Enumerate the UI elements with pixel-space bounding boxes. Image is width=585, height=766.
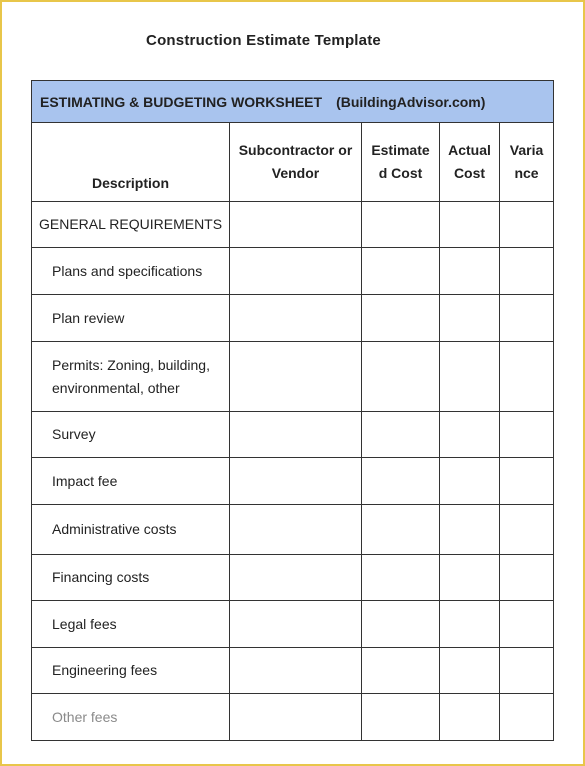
variance-cell[interactable] — [500, 505, 554, 555]
table-row — [32, 202, 554, 248]
column-header-vendor-line2: Vendor — [271, 165, 320, 181]
vendor-cell[interactable] — [230, 458, 362, 505]
vendor-cell[interactable] — [230, 555, 362, 601]
row-label: Plan review — [32, 295, 230, 342]
row-label: Survey — [32, 412, 230, 458]
vendor-cell[interactable] — [230, 295, 362, 342]
column-header-actual-cost — [440, 123, 500, 202]
column-header-variance-line2: nce — [514, 165, 539, 181]
table-row — [32, 694, 554, 741]
estimate-worksheet-table — [31, 80, 554, 741]
estimated-cost-cell[interactable] — [362, 412, 440, 458]
estimated-cost-cell[interactable] — [362, 648, 440, 694]
row-label: Other fees — [32, 694, 230, 741]
estimated-cost-cell[interactable] — [362, 202, 440, 248]
row-label: Plans and specifications — [32, 248, 230, 295]
estimated-cost-cell[interactable] — [362, 342, 440, 412]
actual-cost-cell[interactable] — [440, 342, 500, 412]
estimated-cost-cell[interactable] — [362, 295, 440, 342]
estimated-cost-cell[interactable] — [362, 248, 440, 295]
column-header-actual-line1: Actual — [448, 142, 491, 158]
table-row — [32, 248, 554, 295]
table-row — [32, 342, 554, 412]
banner-source: (BuildingAdvisor.com) — [336, 93, 486, 110]
column-header-estimated-line1: Estimate — [371, 142, 430, 158]
row-label-line2: environmental, other — [52, 379, 180, 396]
row-label: Engineering fees — [32, 648, 230, 694]
row-label-line1: Permits: Zoning, building, — [52, 356, 210, 373]
variance-cell[interactable] — [500, 694, 554, 741]
estimated-cost-cell[interactable] — [362, 555, 440, 601]
row-label: GENERAL REQUIREMENTS — [32, 202, 230, 248]
row-label — [32, 342, 230, 412]
actual-cost-cell[interactable] — [440, 601, 500, 648]
actual-cost-cell[interactable] — [440, 202, 500, 248]
actual-cost-cell[interactable] — [440, 694, 500, 741]
banner-title: ESTIMATING & BUDGETING WORKSHEET — [40, 93, 323, 110]
table-row — [32, 412, 554, 458]
variance-cell[interactable] — [500, 202, 554, 248]
worksheet-banner-row — [32, 81, 554, 123]
vendor-cell[interactable] — [230, 505, 362, 555]
actual-cost-cell[interactable] — [440, 555, 500, 601]
vendor-cell[interactable] — [230, 202, 362, 248]
variance-cell[interactable] — [500, 295, 554, 342]
table-row — [32, 555, 554, 601]
column-header-vendor — [230, 123, 362, 202]
worksheet-banner — [32, 81, 554, 123]
variance-cell[interactable] — [500, 342, 554, 412]
column-header-estimated-line2: d Cost — [378, 165, 423, 181]
actual-cost-cell[interactable] — [440, 412, 500, 458]
actual-cost-cell[interactable] — [440, 458, 500, 505]
vendor-cell[interactable] — [230, 342, 362, 412]
table-row — [32, 458, 554, 505]
row-label: Legal fees — [32, 601, 230, 648]
variance-cell[interactable] — [500, 601, 554, 648]
variance-cell[interactable] — [500, 412, 554, 458]
variance-cell[interactable] — [500, 555, 554, 601]
actual-cost-cell[interactable] — [440, 248, 500, 295]
actual-cost-cell[interactable] — [440, 648, 500, 694]
row-label: Financing costs — [32, 555, 230, 601]
vendor-cell[interactable] — [230, 412, 362, 458]
actual-cost-cell[interactable] — [440, 295, 500, 342]
vendor-cell[interactable] — [230, 601, 362, 648]
column-header-variance — [500, 123, 554, 202]
estimated-cost-cell[interactable] — [362, 694, 440, 741]
vendor-cell[interactable] — [230, 648, 362, 694]
page-title: Construction Estimate Template — [146, 32, 381, 49]
column-header-description-label: Description — [91, 175, 169, 191]
column-header-row — [32, 123, 554, 202]
variance-cell[interactable] — [500, 648, 554, 694]
estimated-cost-cell[interactable] — [362, 505, 440, 555]
column-header-variance-line1: Varia — [509, 142, 544, 158]
table-row — [32, 601, 554, 648]
actual-cost-cell[interactable] — [440, 505, 500, 555]
column-header-vendor-line1: Subcontractor or — [238, 142, 353, 158]
table-row — [32, 648, 554, 694]
vendor-cell[interactable] — [230, 694, 362, 741]
estimated-cost-cell[interactable] — [362, 601, 440, 648]
row-label: Administrative costs — [32, 505, 230, 555]
vendor-cell[interactable] — [230, 248, 362, 295]
table-row — [32, 295, 554, 342]
column-header-actual-line2: Cost — [453, 165, 486, 181]
column-header-estimated-cost — [362, 123, 440, 202]
table-row — [32, 505, 554, 555]
row-label: Impact fee — [32, 458, 230, 505]
column-header-description — [32, 123, 230, 202]
variance-cell[interactable] — [500, 248, 554, 295]
variance-cell[interactable] — [500, 458, 554, 505]
estimated-cost-cell[interactable] — [362, 458, 440, 505]
